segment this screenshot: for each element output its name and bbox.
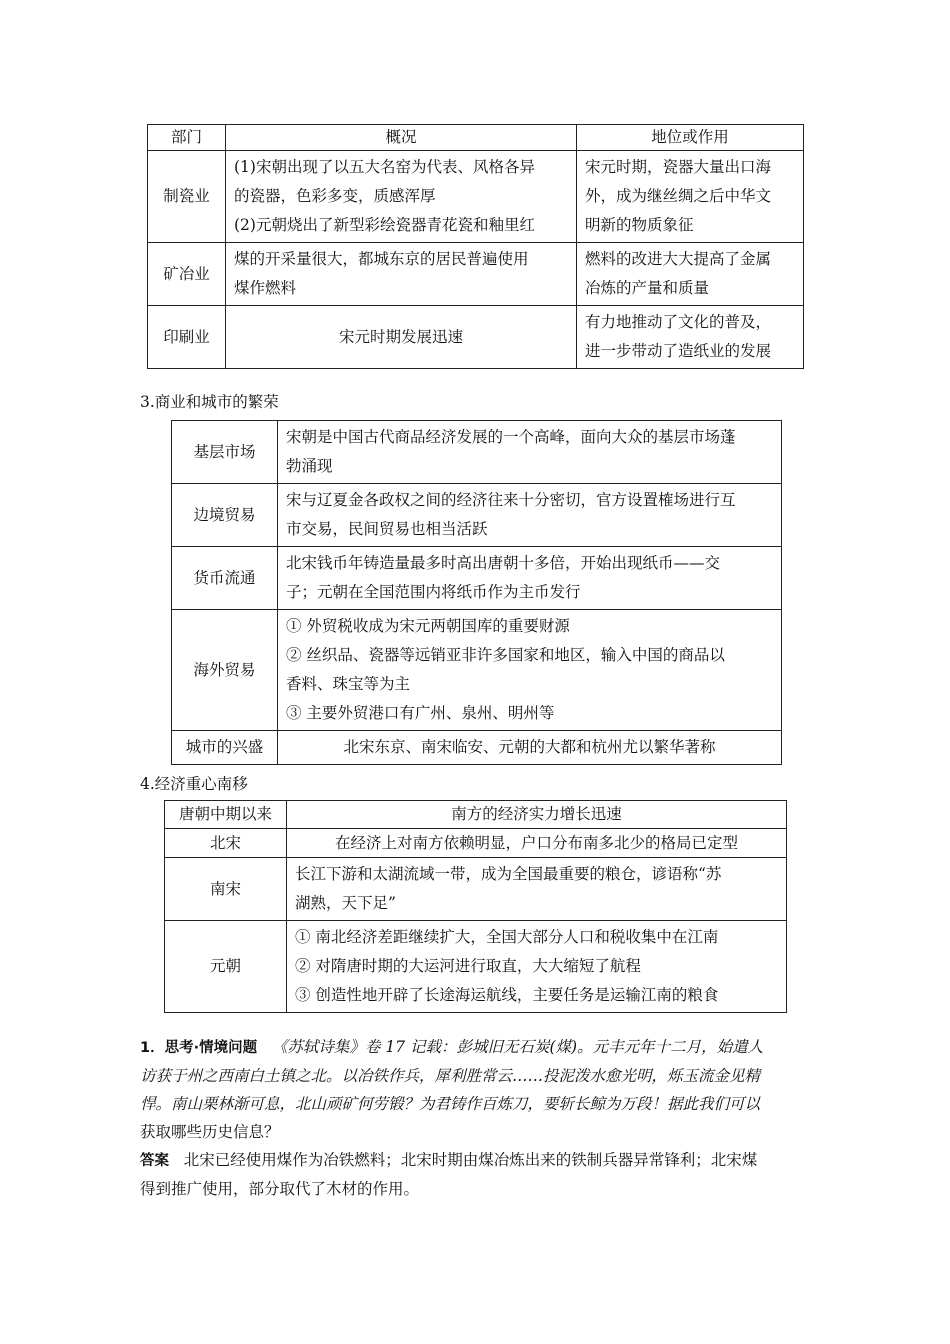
answer-label: 答案 <box>140 1153 169 1169</box>
text-line: 获取哪些历史信息？ <box>140 1123 280 1141</box>
answer-text: 北宋已经使用煤作为冶铁燃料；北宋时期由煤冶炼出来的铁制兵器异常锋利；北宋煤 <box>183 1151 758 1169</box>
row-content: 北宋东京、南宋临安、元朝的大都和杭州尤以繁华著称 <box>278 731 782 765</box>
text-line: 悍。南山栗林渐可息，北山顽矿何劳锻？为君铸作百炼刀，要斩长鲸为万段！据此我们可以 <box>140 1095 761 1113</box>
text-line: 燃料的改进大大提高了金属 <box>585 250 772 268</box>
row-content <box>278 547 782 610</box>
table-row <box>172 421 782 484</box>
text-line: 进一步带动了造纸业的发展 <box>585 342 772 360</box>
row-content: 在经济上对南方依赖明显，户口分布南多北少的格局已定型 <box>287 829 787 858</box>
question-text: 《苏轼诗集》卷 17 记载：彭城旧无石炭(煤)。元丰元年十二月，始遣人 <box>271 1038 764 1056</box>
row-content <box>287 921 787 1013</box>
text-line: 宋元时期，瓷器大量出口海 <box>585 158 772 176</box>
text-line: ③ 创造性地开辟了长途海运航线，主要任务是运输江南的粮食 <box>295 986 719 1004</box>
text-line: 外，成为继丝绸之后中华文 <box>585 187 772 205</box>
overview-cell <box>226 151 577 243</box>
text-line: 明新的物质象征 <box>585 216 694 234</box>
text-line <box>140 1146 820 1175</box>
overview-cell: 宋元时期发展迅速 <box>226 306 577 369</box>
text-line <box>140 1033 820 1062</box>
role-cell <box>577 151 804 243</box>
text-line: 访获于州之西南白土镇之北。以冶铁作兵，犀利胜常云……投泥泼水愈光明，烁玉流金见精 <box>140 1067 761 1085</box>
table-row <box>172 731 782 765</box>
table-header-row <box>148 125 804 151</box>
table-row <box>148 243 804 306</box>
header-overview: 概况 <box>226 125 577 151</box>
header-role: 地位或作用 <box>577 125 804 151</box>
text-line: (1)宋朝出现了以五大名窑为代表、风格各异 <box>234 158 535 176</box>
text-line: 宋朝是中国古代商品经济发展的一个高峰，面向大众的基层市场蓬 <box>286 428 736 446</box>
row-label: 边境贸易 <box>172 484 278 547</box>
economy-shift-table <box>164 800 787 1013</box>
row-content <box>278 610 782 731</box>
row-label: 货币流通 <box>172 547 278 610</box>
row-label: 基层市场 <box>172 421 278 484</box>
text-line: 湖熟，天下足” <box>295 894 396 912</box>
role-cell <box>577 243 804 306</box>
header-dept: 部门 <box>148 125 226 151</box>
text-line: 勃涌现 <box>286 457 333 475</box>
text-line: 北宋钱币年铸造量最多时高出唐朝十多倍，开始出现纸币——交 <box>286 554 721 572</box>
dept-cell: 印刷业 <box>148 306 226 369</box>
section4-title: 4.经济重心南移 <box>140 775 248 793</box>
dept-cell: 制瓷业 <box>148 151 226 243</box>
table-row <box>165 829 787 858</box>
text-line: ① 南北经济差距继续扩大，全国大部分人口和税收集中在江南 <box>295 928 719 946</box>
question-label: 1．思考·情境问题 <box>140 1040 258 1056</box>
question-block <box>140 1033 820 1203</box>
text-line: 的瓷器，色彩多变，质感浑厚 <box>234 187 436 205</box>
row-label: 南宋 <box>165 858 287 921</box>
table-row <box>172 547 782 610</box>
row-label: 元朝 <box>165 921 287 1013</box>
text-line: 煤的开采量很大，都城东京的居民普遍使用 <box>234 250 529 268</box>
text-line: 得到推广使用，部分取代了木材的作用。 <box>140 1180 420 1198</box>
header-summary: 南方的经济实力增长迅速 <box>287 801 787 829</box>
row-content <box>287 858 787 921</box>
table-row <box>165 921 787 1013</box>
text-line: ② 对隋唐时期的大运河进行取直，大大缩短了航程 <box>295 957 641 975</box>
text-line: 有力地推动了文化的普及， <box>585 313 772 331</box>
row-label: 北宋 <box>165 829 287 858</box>
industry-table <box>147 124 804 369</box>
row-label: 城市的兴盛 <box>172 731 278 765</box>
overview-cell <box>226 243 577 306</box>
row-label: 海外贸易 <box>172 610 278 731</box>
table-row <box>172 610 782 731</box>
text-line: 长江下游和太湖流域一带，成为全国最重要的粮仓，谚语称“苏 <box>295 865 722 883</box>
text-line: 煤作燃料 <box>234 279 297 297</box>
text-line: ① 外贸税收成为宋元两朝国库的重要财源 <box>286 617 570 635</box>
section3-title: 3.商业和城市的繁荣 <box>140 393 279 411</box>
text-line: 香料、珠宝等为主 <box>286 675 411 693</box>
table-row <box>148 151 804 243</box>
header-period: 唐朝中期以来 <box>165 801 287 829</box>
text-line: ③ 主要外贸港口有广州、泉州、明州等 <box>286 704 555 722</box>
text-line: ② 丝织品、瓷器等远销亚非许多国家和地区，输入中国的商品以 <box>286 646 725 664</box>
text-line: 冶炼的产量和质量 <box>585 279 710 297</box>
table-row <box>148 306 804 369</box>
text-line: 宋与辽夏金各政权之间的经济往来十分密切，官方设置榷场进行互 <box>286 491 736 509</box>
commerce-table <box>171 420 782 765</box>
table-header-row <box>165 801 787 829</box>
text-line: (2)元朝烧出了新型彩绘瓷器青花瓷和釉里红 <box>234 216 535 234</box>
table-row <box>165 858 787 921</box>
table-row <box>172 484 782 547</box>
dept-cell: 矿冶业 <box>148 243 226 306</box>
text-line: 子；元朝在全国范围内将纸币作为主币发行 <box>286 583 581 601</box>
role-cell <box>577 306 804 369</box>
row-content <box>278 421 782 484</box>
row-content <box>278 484 782 547</box>
text-line: 市交易，民间贸易也相当活跃 <box>286 520 488 538</box>
